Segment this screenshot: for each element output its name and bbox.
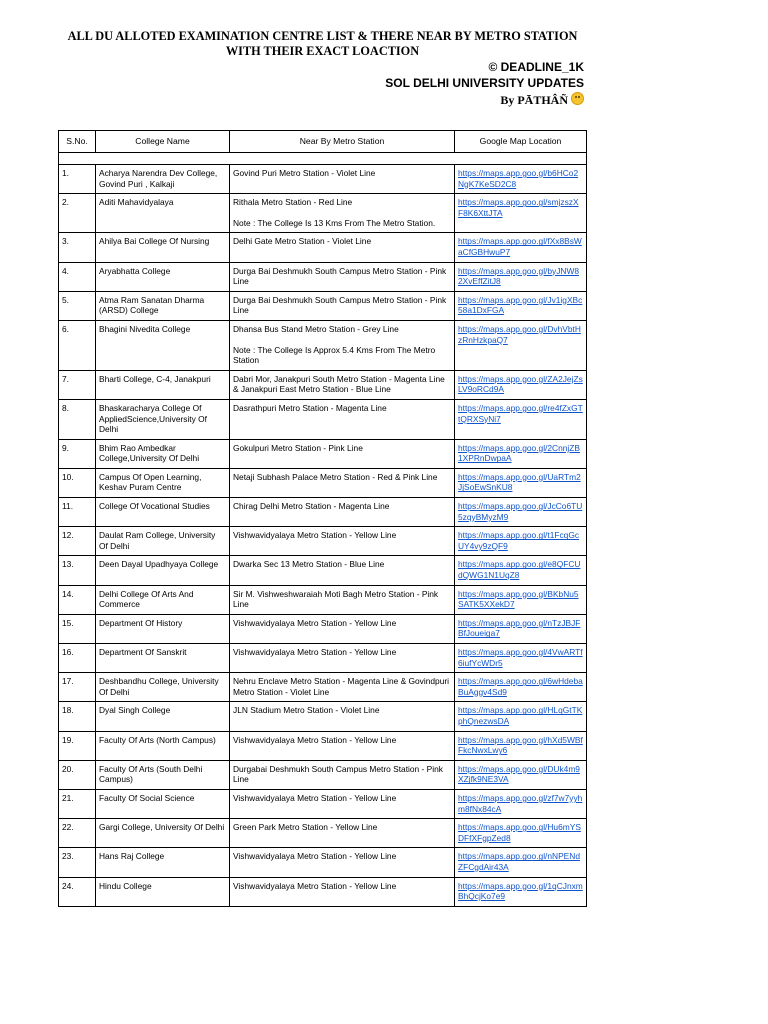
cell-college-name: Acharya Narendra Dev College, Govind Puri , Kalkaji	[96, 165, 230, 194]
cell-sno: 3.	[59, 233, 96, 262]
cell-metro-station	[230, 585, 455, 614]
credit-updates: SOL DELHI UNIVERSITY UPDATES	[385, 76, 584, 90]
metro-note: Note : The College Is 13 Kms From The Metro Station.	[233, 217, 436, 228]
cell-sno: 8.	[59, 399, 96, 439]
cell-sno: 16.	[59, 644, 96, 673]
title-line-2: WITH THEIR EXACT LOACTION	[225, 44, 420, 58]
map-link[interactable]: https://maps.app.goo.gl/1qCJnxmBhQcjKo7e9	[455, 877, 587, 906]
map-link[interactable]: https://maps.app.goo.gl/HLqGtTKphQnezwsDA	[455, 702, 587, 731]
cell-metro-station	[230, 439, 455, 468]
header-college-name: College Name	[96, 131, 230, 153]
cell-sno: 4.	[59, 262, 96, 291]
cell-metro-station	[230, 498, 455, 527]
metro-station-text: Rithala Metro Station - Red Line	[233, 197, 353, 208]
table-row	[59, 848, 587, 877]
metro-note: Note : The College Is Approx 5.4 Kms From The Metro Station	[233, 344, 436, 366]
map-link[interactable]: https://maps.app.goo.gl/4VwARTf6iufYcWDr5	[455, 644, 587, 673]
cell-metro-station	[230, 165, 455, 194]
map-link[interactable]: https://maps.app.goo.gl/re4fZxGTtQRXSyNi7	[455, 399, 587, 439]
table-row	[59, 702, 587, 731]
cell-sno: 21.	[59, 789, 96, 818]
table-row	[59, 439, 587, 468]
blank-row	[59, 153, 587, 165]
table-row	[59, 527, 587, 556]
map-link[interactable]: https://maps.app.goo.gl/byJNW82XvEffZitJ8	[455, 262, 587, 291]
map-link[interactable]: https://maps.app.goo.gl/t1FcqGcUY4vy9zQF9	[455, 527, 587, 556]
cell-college-name: Faculty Of Arts (South Delhi Campus)	[96, 760, 230, 789]
cell-college-name: Deen Dayal Upadhyaya College	[96, 556, 230, 585]
cell-college-name: Hindu College	[96, 877, 230, 906]
table-row	[59, 370, 587, 399]
cell-college-name: Department Of Sanskrit	[96, 644, 230, 673]
metro-station-text: Durga Bai Deshmukh South Campus Metro Station - Pink Line	[233, 265, 447, 287]
table-row	[59, 819, 587, 848]
cell-metro-station	[230, 760, 455, 789]
cell-metro-station	[230, 819, 455, 848]
metro-station-text: Green Park Metro Station - Yellow Line	[233, 822, 378, 833]
table-row	[59, 877, 587, 906]
cell-college-name: Faculty Of Social Science	[96, 789, 230, 818]
cell-college-name: Gargi College, University Of Delhi	[96, 819, 230, 848]
metro-station-text: Delhi Gate Metro Station - Violet Line	[233, 236, 372, 247]
smiling-face-icon	[571, 92, 584, 105]
cell-sno: 7.	[59, 370, 96, 399]
cell-metro-station	[230, 194, 455, 233]
map-link[interactable]: https://maps.app.goo.gl/nTzJBJFBfJoueiga7	[455, 614, 587, 643]
cell-metro-station	[230, 644, 455, 673]
metro-station-text: Vishwavidyalaya Metro Station - Yellow Line	[233, 792, 397, 803]
cell-sno: 13.	[59, 556, 96, 585]
map-link[interactable]: https://maps.app.goo.gl/ZA2JejZsLV9oRCd9A	[455, 370, 587, 399]
metro-station-text: Durga Bai Deshmukh South Campus Metro Station - Pink Line	[233, 294, 447, 316]
metro-station-text: Dhansa Bus Stand Metro Station - Grey Line	[233, 323, 399, 334]
map-link[interactable]: https://maps.app.goo.gl/fXx8BsWaCfGBHwuP7	[455, 233, 587, 262]
cell-college-name: Hans Raj College	[96, 848, 230, 877]
metro-station-text: Vishwavidyalaya Metro Station - Yellow Line	[233, 880, 397, 891]
map-link[interactable]: https://maps.app.goo.gl/Hu6mYSDFfXFgpZed8	[455, 819, 587, 848]
table-row	[59, 399, 587, 439]
cell-metro-station	[230, 614, 455, 643]
cell-sno: 6.	[59, 320, 96, 370]
table-row	[59, 165, 587, 194]
cell-sno: 1.	[59, 165, 96, 194]
metro-station-text: JLN Stadium Metro Station - Violet Line	[233, 705, 380, 716]
cell-sno: 24.	[59, 877, 96, 906]
cell-metro-station	[230, 789, 455, 818]
metro-station-text: Vishwavidyalaya Metro Station - Yellow Line	[233, 617, 397, 628]
header-map-location: Google Map Location	[455, 131, 587, 153]
metro-station-text: Dasrathpuri Metro Station - Magenta Line	[233, 402, 387, 413]
cell-metro-station	[230, 527, 455, 556]
metro-station-text: Dabri Mor, Janakpuri South Metro Station - Magenta Line & Janakpuri East Metro Station - Blue Line	[233, 373, 445, 395]
metro-station-text: Gokulpuri Metro Station - Pink Line	[233, 442, 363, 453]
credit-author-text: By PĀTHÂÑ	[500, 93, 568, 107]
table-row	[59, 789, 587, 818]
cell-metro-station	[230, 262, 455, 291]
table-row	[59, 644, 587, 673]
cell-college-name: Faculty Of Arts (North Campus)	[96, 731, 230, 760]
cell-sno: 10.	[59, 468, 96, 497]
cell-metro-station	[230, 291, 455, 320]
table-row	[59, 556, 587, 585]
cell-metro-station	[230, 556, 455, 585]
cell-sno: 9.	[59, 439, 96, 468]
cell-college-name: Deshbandhu College, University Of Delhi	[96, 673, 230, 702]
cell-metro-station	[230, 848, 455, 877]
cell-metro-station	[230, 468, 455, 497]
table-row	[59, 262, 587, 291]
table-row	[59, 468, 587, 497]
map-link[interactable]: https://maps.app.goo.gl/DUk4m9XZjfk9NE3VA	[455, 760, 587, 789]
map-link[interactable]: https://maps.app.goo.gl/hXd5WBfFkcNwxLwy6	[455, 731, 587, 760]
title-line-1: ALL DU ALLOTED EXAMINATION CENTRE LIST & THERE NEAR BY METRO STATION	[67, 29, 578, 43]
map-link[interactable]: https://maps.app.goo.gl/e8QFCUdQWG1N1UqZ8	[455, 556, 587, 585]
cell-college-name: College Of Vocational Studies	[96, 498, 230, 527]
metro-station-text: Chirag Delhi Metro Station - Magenta Line	[233, 501, 390, 512]
cell-metro-station	[230, 399, 455, 439]
cell-metro-station	[230, 370, 455, 399]
cell-metro-station	[230, 877, 455, 906]
cell-sno: 15.	[59, 614, 96, 643]
header-metro-station: Near By Metro Station	[230, 131, 455, 153]
table-row	[59, 498, 587, 527]
header-sno: S.No.	[59, 131, 96, 153]
cell-sno: 18.	[59, 702, 96, 731]
cell-college-name: Department Of History	[96, 614, 230, 643]
table-row	[59, 320, 587, 370]
cell-sno: 5.	[59, 291, 96, 320]
credit-author	[500, 92, 584, 108]
map-link[interactable]: https://maps.app.goo.gl/smjzszXF8K6XttJTA	[455, 194, 587, 233]
cell-college-name: Atma Ram Sanatan Dharma (ARSD) College	[96, 291, 230, 320]
cell-college-name: Bhaskaracharya College Of AppliedScience,University Of Delhi	[96, 399, 230, 439]
table-row	[59, 731, 587, 760]
cell-sno: 2.	[59, 194, 96, 233]
map-link[interactable]: https://maps.app.goo.gl/zf7w7yyhm8fNx84cA	[455, 789, 587, 818]
cell-metro-station	[230, 731, 455, 760]
metro-station-text: Vishwavidyalaya Metro Station - Yellow Line	[233, 734, 397, 745]
map-link[interactable]: https://maps.app.goo.gl/nNPENdZFCgdAir43A	[455, 848, 587, 877]
map-link[interactable]: https://maps.app.goo.gl/BKbNu5SATK5XXekD7	[455, 585, 587, 614]
metro-station-text: Vishwavidyalaya Metro Station - Yellow Line	[233, 647, 397, 657]
metro-station-text: Vishwavidyalaya Metro Station - Yellow Line	[233, 530, 397, 541]
cell-sno: 17.	[59, 673, 96, 702]
cell-college-name: Bharti College, C-4, Janakpuri	[96, 370, 230, 399]
cell-sno: 22.	[59, 819, 96, 848]
map-link[interactable]: https://maps.app.goo.gl/Jv1igXBc58a1DxFGA	[455, 291, 587, 320]
cell-sno: 12.	[59, 527, 96, 556]
table-row	[59, 760, 587, 789]
credit-deadline: © DEADLINE_1K	[488, 60, 584, 74]
metro-station-text: Nehru Enclave Metro Station - Magenta Line & Govindpuri Metro Station - Violet Line	[233, 676, 450, 697]
map-link[interactable]: https://maps.app.goo.gl/JcCo6TU5zqyBMyzM9	[455, 498, 587, 527]
cell-college-name: Campus Of Open Learning, Keshav Puram Centre	[96, 468, 230, 497]
cell-sno: 20.	[59, 760, 96, 789]
cell-college-name: Daulat Ram College, University Of Delhi	[96, 527, 230, 556]
cell-metro-station	[230, 702, 455, 731]
cell-metro-station	[230, 673, 455, 702]
document-title	[60, 29, 585, 59]
cell-college-name: Bhim Rao Ambedkar College,University Of Delhi	[96, 439, 230, 468]
cell-college-name: Aditi Mahavidyalaya	[96, 194, 230, 233]
map-link[interactable]: https://maps.app.goo.gl/2CnnjZB1XPRnDwpaA	[455, 439, 587, 468]
cell-metro-station	[230, 233, 455, 262]
map-link[interactable]: https://maps.app.goo.gl/UaRTm2JjSoEwSnKU8	[455, 468, 587, 497]
blank-cell	[59, 153, 587, 165]
cell-sno: 23.	[59, 848, 96, 877]
cell-college-name: Bhagini Nivedita College	[96, 320, 230, 370]
cell-sno: 11.	[59, 498, 96, 527]
table-row	[59, 614, 587, 643]
exam-centre-table	[58, 130, 587, 907]
table-row	[59, 233, 587, 262]
metro-station-text: Sir M. Vishweshwaraiah Moti Bagh Metro Station - Pink Line	[233, 588, 439, 610]
table-row	[59, 673, 587, 702]
table-row	[59, 291, 587, 320]
cell-sno: 19.	[59, 731, 96, 760]
cell-college-name: Ahilya Bai College Of Nursing	[96, 233, 230, 262]
table-row	[59, 585, 587, 614]
metro-station-text: Vishwavidyalaya Metro Station - Yellow Line	[233, 851, 397, 862]
metro-station-text: Netaji Subhash Palace Metro Station - Red & Pink Line	[233, 471, 438, 482]
table-row	[59, 194, 587, 233]
map-link[interactable]: https://maps.app.goo.gl/DvhVbtHzRnHzkpaQ7	[455, 320, 587, 370]
metro-station-text: Durgabai Deshmukh South Campus Metro Station - Pink Line	[233, 763, 443, 785]
cell-sno: 14.	[59, 585, 96, 614]
metro-station-text: Dwarka Sec 13 Metro Station - Blue Line	[233, 559, 385, 570]
map-link[interactable]: https://maps.app.goo.gl/6wHdebaBuAggv4Sd9	[455, 673, 587, 702]
cell-metro-station	[230, 320, 455, 370]
map-link[interactable]: https://maps.app.goo.gl/b6HCo2NgK7KeSD2C8	[455, 165, 587, 194]
cell-college-name: Dyal Singh College	[96, 702, 230, 731]
table-header-row	[59, 131, 587, 153]
cell-college-name: Aryabhatta College	[96, 262, 230, 291]
metro-station-text: Govind Puri Metro Station - Violet Line	[233, 168, 376, 178]
cell-college-name: Delhi College Of Arts And Commerce	[96, 585, 230, 614]
